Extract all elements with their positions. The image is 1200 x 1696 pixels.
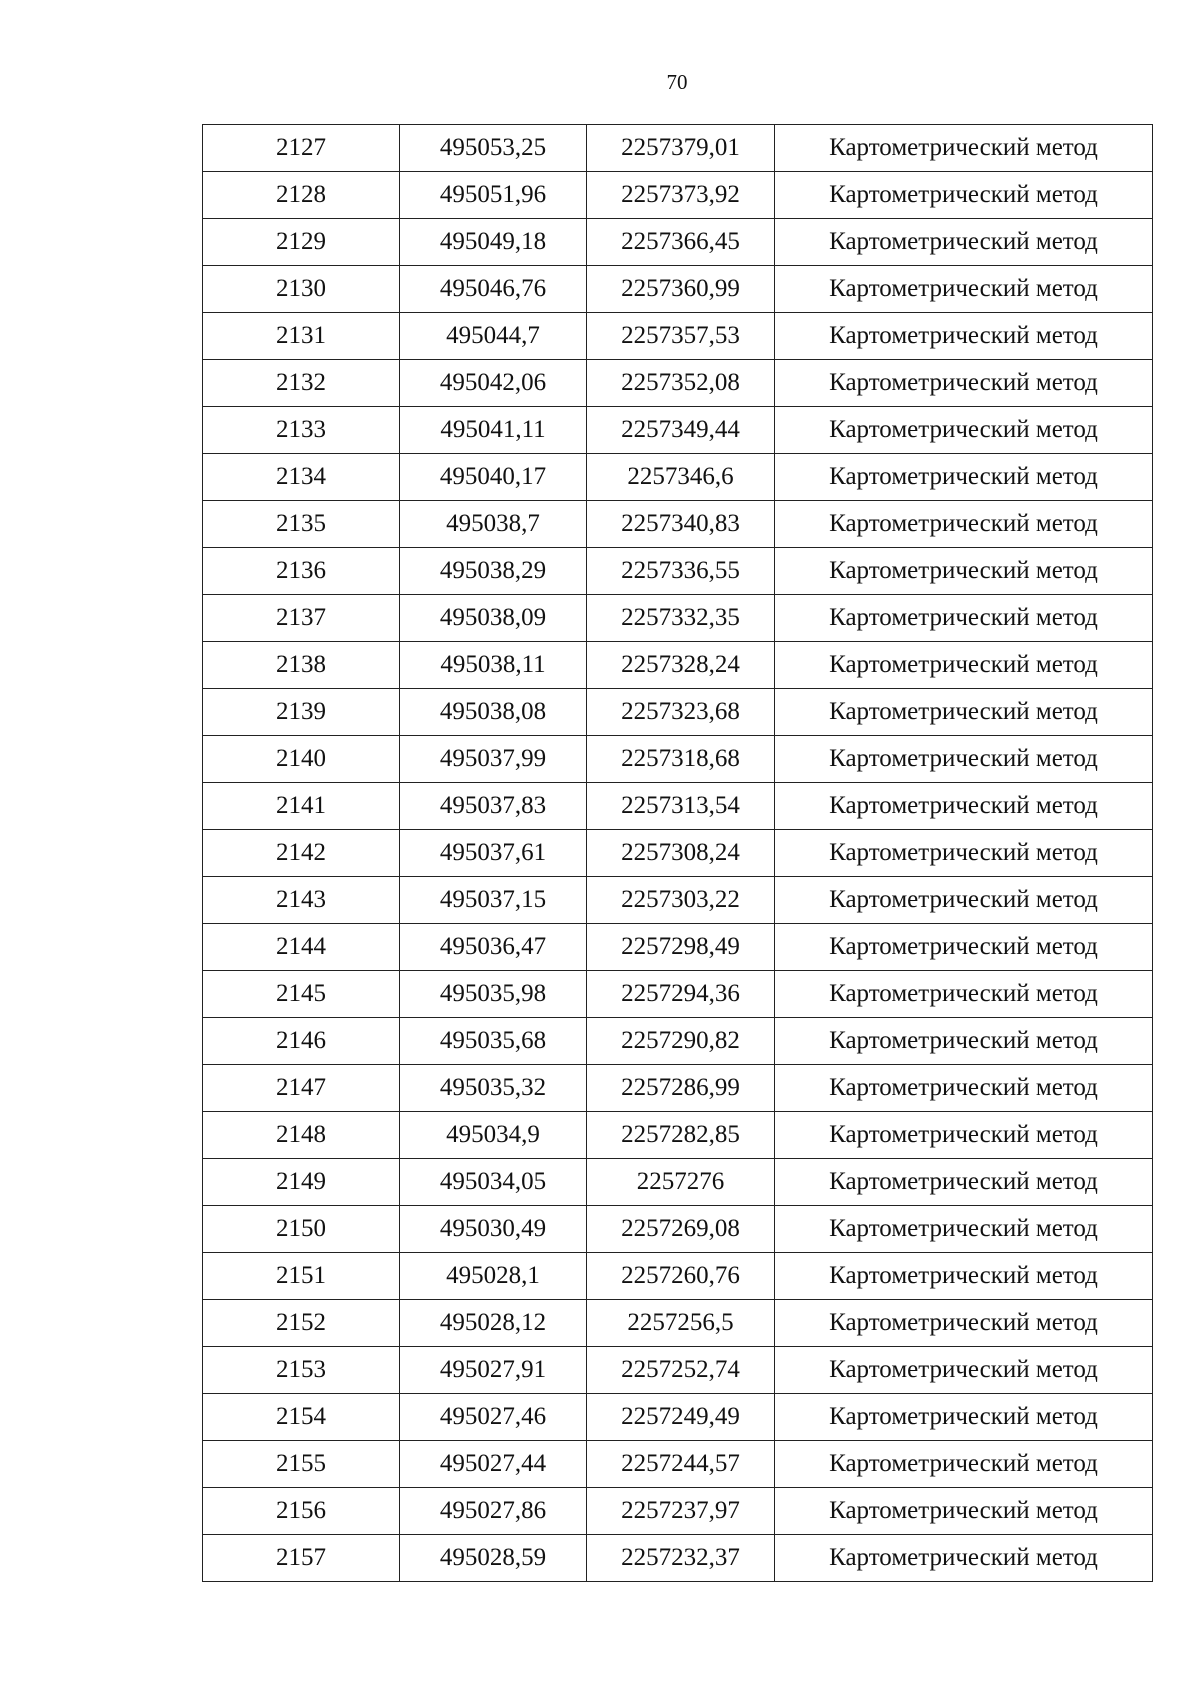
y-coordinate-cell: 2257260,76 [587,1253,775,1300]
method-cell: Картометрический метод [775,454,1153,501]
point-number-cell: 2152 [203,1300,400,1347]
point-number-cell: 2129 [203,219,400,266]
point-number-cell: 2147 [203,1065,400,1112]
point-number-cell: 2154 [203,1394,400,1441]
y-coordinate-cell: 2257357,53 [587,313,775,360]
point-number-cell: 2135 [203,501,400,548]
y-coordinate-cell: 2257237,97 [587,1488,775,1535]
method-cell: Картометрический метод [775,266,1153,313]
y-coordinate-cell: 2257308,24 [587,830,775,877]
method-cell: Картометрический метод [775,1535,1153,1582]
table-row [203,125,1153,172]
x-coordinate-cell: 495027,86 [400,1488,587,1535]
point-number-cell: 2132 [203,360,400,407]
point-number-cell: 2137 [203,595,400,642]
y-coordinate-cell: 2257256,5 [587,1300,775,1347]
point-number-cell: 2138 [203,642,400,689]
point-number-cell: 2148 [203,1112,400,1159]
table-row [203,548,1153,595]
x-coordinate-cell: 495037,61 [400,830,587,877]
x-coordinate-cell: 495035,98 [400,971,587,1018]
method-cell: Картометрический метод [775,1206,1153,1253]
y-coordinate-cell: 2257346,6 [587,454,775,501]
table-row [203,1441,1153,1488]
x-coordinate-cell: 495035,68 [400,1018,587,1065]
table-row [203,360,1153,407]
y-coordinate-cell: 2257276 [587,1159,775,1206]
table-body [203,125,1153,1582]
point-number-cell: 2156 [203,1488,400,1535]
x-coordinate-cell: 495034,05 [400,1159,587,1206]
point-number-cell: 2153 [203,1347,400,1394]
table-row [203,924,1153,971]
x-coordinate-cell: 495027,44 [400,1441,587,1488]
method-cell: Картометрический метод [775,313,1153,360]
method-cell: Картометрический метод [775,830,1153,877]
coordinates-table [202,124,1153,1582]
y-coordinate-cell: 2257332,35 [587,595,775,642]
y-coordinate-cell: 2257373,92 [587,172,775,219]
x-coordinate-cell: 495042,06 [400,360,587,407]
method-cell: Картометрический метод [775,877,1153,924]
y-coordinate-cell: 2257232,37 [587,1535,775,1582]
y-coordinate-cell: 2257249,49 [587,1394,775,1441]
x-coordinate-cell: 495027,46 [400,1394,587,1441]
point-number-cell: 2151 [203,1253,400,1300]
point-number-cell: 2141 [203,783,400,830]
method-cell: Картометрический метод [775,1441,1153,1488]
table-row [203,1018,1153,1065]
table-row [203,1300,1153,1347]
table-row [203,1112,1153,1159]
y-coordinate-cell: 2257360,99 [587,266,775,313]
x-coordinate-cell: 495041,11 [400,407,587,454]
point-number-cell: 2155 [203,1441,400,1488]
table-row [203,1065,1153,1112]
table-row [203,783,1153,830]
point-number-cell: 2140 [203,736,400,783]
y-coordinate-cell: 2257340,83 [587,501,775,548]
table-row [203,736,1153,783]
table-row [203,407,1153,454]
point-number-cell: 2149 [203,1159,400,1206]
method-cell: Картометрический метод [775,125,1153,172]
method-cell: Картометрический метод [775,1394,1153,1441]
method-cell: Картометрический метод [775,924,1153,971]
method-cell: Картометрический метод [775,595,1153,642]
point-number-cell: 2145 [203,971,400,1018]
method-cell: Картометрический метод [775,689,1153,736]
x-coordinate-cell: 495044,7 [400,313,587,360]
method-cell: Картометрический метод [775,407,1153,454]
y-coordinate-cell: 2257282,85 [587,1112,775,1159]
table-row [203,1159,1153,1206]
table-row [203,595,1153,642]
table-row [203,971,1153,1018]
point-number-cell: 2143 [203,877,400,924]
method-cell: Картометрический метод [775,219,1153,266]
point-number-cell: 2146 [203,1018,400,1065]
method-cell: Картометрический метод [775,1347,1153,1394]
x-coordinate-cell: 495037,83 [400,783,587,830]
y-coordinate-cell: 2257379,01 [587,125,775,172]
table-row [203,1253,1153,1300]
table-row [203,1347,1153,1394]
x-coordinate-cell: 495028,12 [400,1300,587,1347]
point-number-cell: 2139 [203,689,400,736]
table-row [203,172,1153,219]
point-number-cell: 2136 [203,548,400,595]
method-cell: Картометрический метод [775,1300,1153,1347]
table-row [203,266,1153,313]
method-cell: Картометрический метод [775,971,1153,1018]
point-number-cell: 2150 [203,1206,400,1253]
table-row [203,1394,1153,1441]
y-coordinate-cell: 2257336,55 [587,548,775,595]
y-coordinate-cell: 2257252,74 [587,1347,775,1394]
point-number-cell: 2134 [203,454,400,501]
x-coordinate-cell: 495038,09 [400,595,587,642]
x-coordinate-cell: 495053,25 [400,125,587,172]
method-cell: Картометрический метод [775,1112,1153,1159]
table-row [203,830,1153,877]
method-cell: Картометрический метод [775,1488,1153,1535]
table-row [203,313,1153,360]
table-row [203,642,1153,689]
method-cell: Картометрический метод [775,642,1153,689]
table-row [203,219,1153,266]
table-row [203,454,1153,501]
y-coordinate-cell: 2257313,54 [587,783,775,830]
method-cell: Картометрический метод [775,172,1153,219]
method-cell: Картометрический метод [775,360,1153,407]
y-coordinate-cell: 2257323,68 [587,689,775,736]
point-number-cell: 2128 [203,172,400,219]
table-row [203,1488,1153,1535]
x-coordinate-cell: 495040,17 [400,454,587,501]
y-coordinate-cell: 2257328,24 [587,642,775,689]
x-coordinate-cell: 495051,96 [400,172,587,219]
point-number-cell: 2157 [203,1535,400,1582]
method-cell: Картометрический метод [775,501,1153,548]
method-cell: Картометрический метод [775,1065,1153,1112]
y-coordinate-cell: 2257290,82 [587,1018,775,1065]
x-coordinate-cell: 495034,9 [400,1112,587,1159]
x-coordinate-cell: 495036,47 [400,924,587,971]
x-coordinate-cell: 495049,18 [400,219,587,266]
method-cell: Картометрический метод [775,548,1153,595]
method-cell: Картометрический метод [775,1159,1153,1206]
x-coordinate-cell: 495028,59 [400,1535,587,1582]
point-number-cell: 2131 [203,313,400,360]
method-cell: Картометрический метод [775,1253,1153,1300]
table-row [203,689,1153,736]
x-coordinate-cell: 495038,08 [400,689,587,736]
x-coordinate-cell: 495030,49 [400,1206,587,1253]
table-row [203,1206,1153,1253]
x-coordinate-cell: 495038,11 [400,642,587,689]
x-coordinate-cell: 495027,91 [400,1347,587,1394]
x-coordinate-cell: 495035,32 [400,1065,587,1112]
point-number-cell: 2144 [203,924,400,971]
method-cell: Картометрический метод [775,1018,1153,1065]
x-coordinate-cell: 495037,15 [400,877,587,924]
x-coordinate-cell: 495038,7 [400,501,587,548]
y-coordinate-cell: 2257318,68 [587,736,775,783]
y-coordinate-cell: 2257303,22 [587,877,775,924]
table-row [203,1535,1153,1582]
x-coordinate-cell: 495038,29 [400,548,587,595]
y-coordinate-cell: 2257294,36 [587,971,775,1018]
y-coordinate-cell: 2257298,49 [587,924,775,971]
table-row [203,877,1153,924]
y-coordinate-cell: 2257244,57 [587,1441,775,1488]
point-number-cell: 2133 [203,407,400,454]
y-coordinate-cell: 2257286,99 [587,1065,775,1112]
y-coordinate-cell: 2257349,44 [587,407,775,454]
table-row [203,501,1153,548]
page-number: 70 [666,70,688,94]
method-cell: Картометрический метод [775,783,1153,830]
x-coordinate-cell: 495037,99 [400,736,587,783]
point-number-cell: 2130 [203,266,400,313]
point-number-cell: 2142 [203,830,400,877]
y-coordinate-cell: 2257269,08 [587,1206,775,1253]
method-cell: Картометрический метод [775,736,1153,783]
y-coordinate-cell: 2257352,08 [587,360,775,407]
point-number-cell: 2127 [203,125,400,172]
x-coordinate-cell: 495046,76 [400,266,587,313]
y-coordinate-cell: 2257366,45 [587,219,775,266]
x-coordinate-cell: 495028,1 [400,1253,587,1300]
